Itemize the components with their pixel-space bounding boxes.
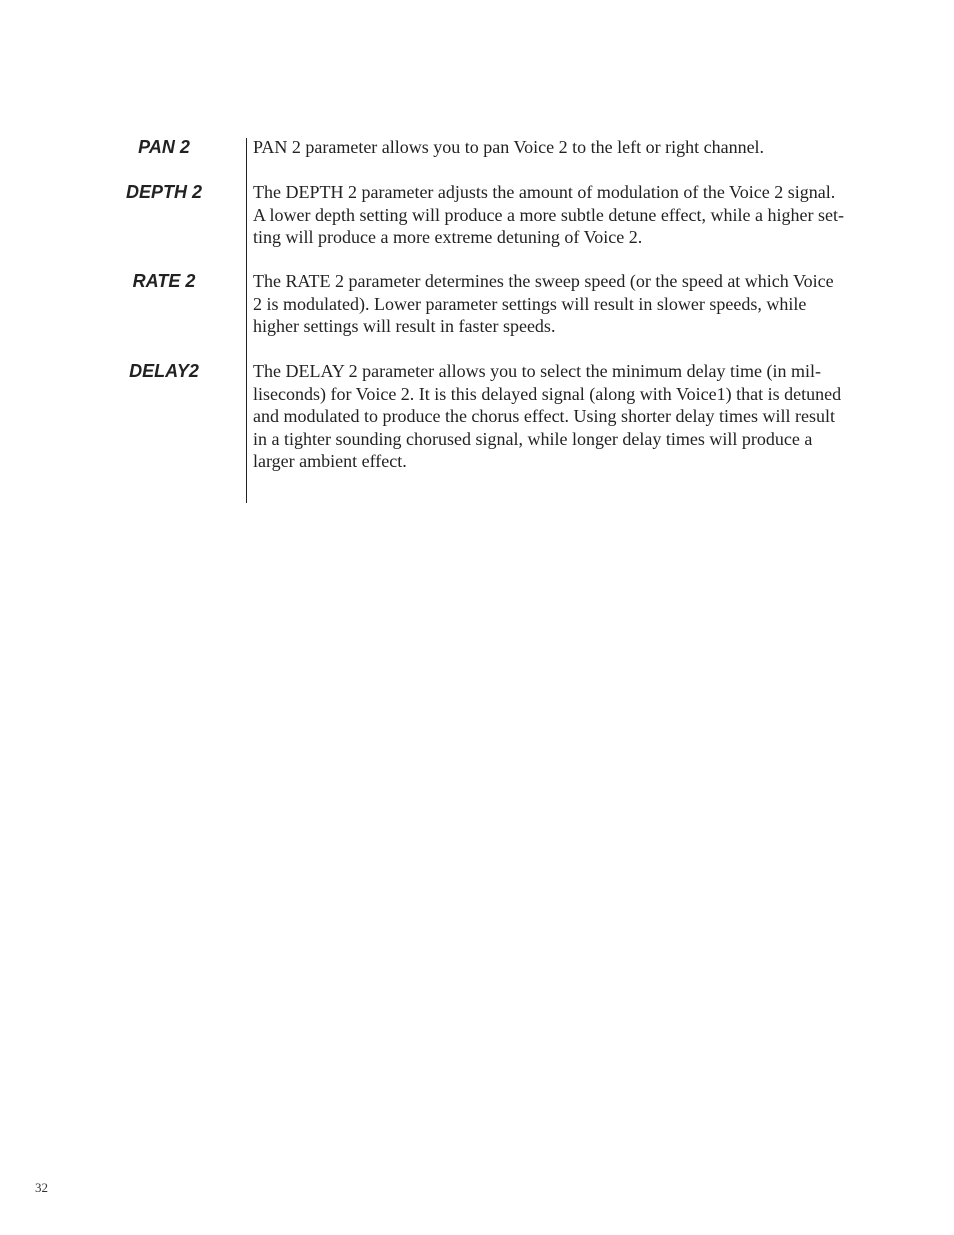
description-line: PAN 2 parameter allows you to pan Voice 2 to the left or right channel. — [253, 137, 765, 157]
param-label-rate-2: RATE 2 — [132, 271, 196, 291]
description-line: The RATE 2 parameter determines the sweep speed (or the speed at which Voice — [253, 271, 834, 291]
page-number: 32 — [35, 1180, 48, 1195]
param-description-pan-2 — [253, 136, 873, 159]
description-line: 2 is modulated). Lower parameter settings will result in slower speeds, while — [253, 293, 807, 314]
description-line: The DELAY 2 parameter allows you to select the minimum delay time (in mil- — [253, 361, 822, 381]
description-line: higher settings will result in faster speeds. — [253, 316, 556, 336]
param-label-depth-2: DEPTH 2 — [125, 182, 203, 202]
param-description-rate-2 — [253, 270, 873, 338]
param-description-depth-2 — [253, 181, 873, 249]
description-line: A lower depth setting will produce a more subtle detune effect, while a higher set- — [253, 204, 844, 225]
param-label-delay-2: DELAY2 — [129, 361, 199, 381]
description-line: in a tighter sounding chorused signal, while longer delay times will produce a — [253, 428, 813, 449]
description-line: ting will produce a more extreme detuning of Voice 2. — [253, 227, 643, 247]
description-line: larger ambient effect. — [253, 451, 407, 471]
description-line: and modulated to produce the chorus effect. Using shorter delay times will result — [253, 406, 836, 426]
param-label-pan-2: PAN 2 — [138, 137, 190, 157]
description-line: liseconds) for Voice 2. It is this delayed signal (along with Voice1) that is detuned — [253, 383, 842, 404]
column-divider — [246, 138, 247, 503]
description-line: The DEPTH 2 parameter adjusts the amount of modulation of the Voice 2 signal. — [253, 182, 836, 202]
param-description-delay-2 — [253, 360, 873, 473]
